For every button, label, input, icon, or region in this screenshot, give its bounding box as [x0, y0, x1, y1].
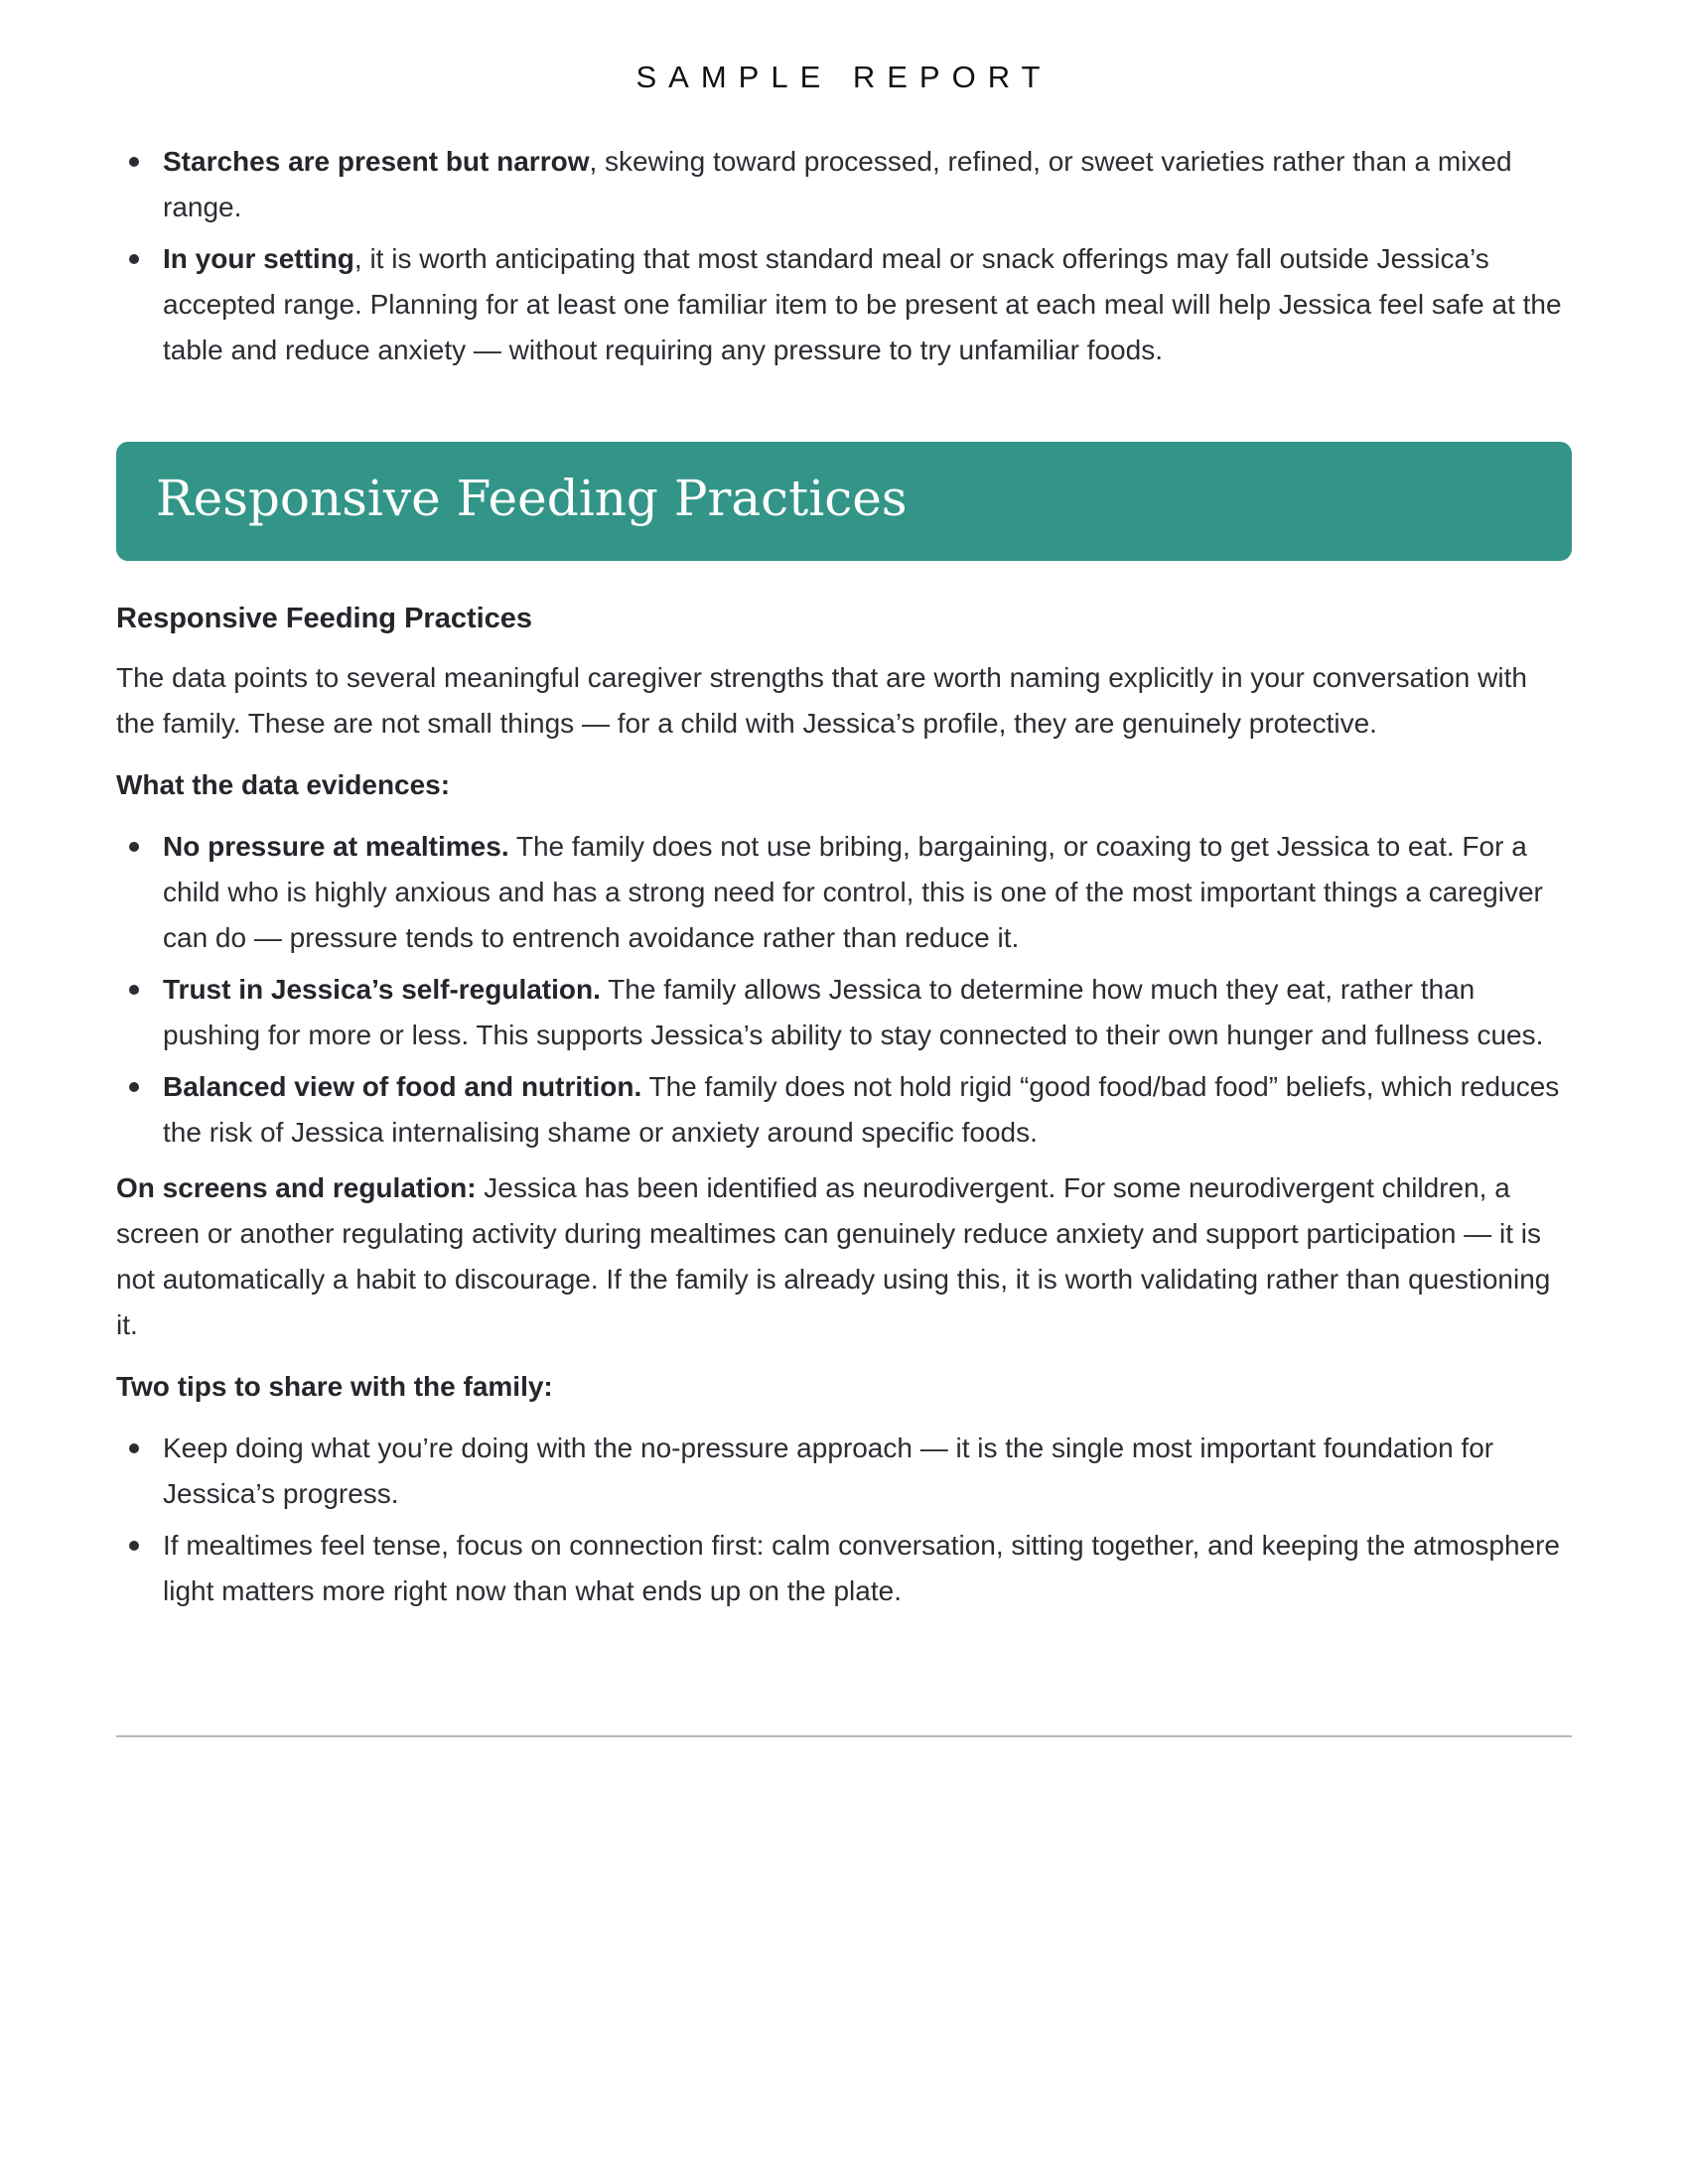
screens-text: Jessica has been identified as neurodivergent. For some neurodivergent children, a screen or another regulating activity during mealtimes can genuinely reduce anxiety and support participation — it is not automatically a habit to discourage. If the family is already using this, it is worth validating rather than questioning it.: [116, 1172, 1551, 1340]
bullet-bold-text: No pressure at mealtimes.: [163, 831, 509, 862]
bullet-bold-text: In your setting: [163, 243, 354, 274]
list-item: [116, 236, 1572, 373]
list-item: [116, 967, 1572, 1058]
intro-paragraph: The data points to several meaningful caregiver strengths that are worth naming explicitly in your conversation with the family. These are not small things — for a child with Jessica’s profile, they are genuinely protective.: [116, 662, 1527, 739]
section-subheading: Responsive Feeding Practices: [116, 603, 533, 634]
bullet-dot: [129, 842, 139, 852]
list-item: [116, 139, 1572, 230]
tips-label: Two tips to share with the family:: [116, 1371, 553, 1402]
screens-bold-lead: On screens and regulation:: [116, 1172, 477, 1203]
bullet-text: The family does not use bribing, bargaining, or coaxing to get Jessica to eat. For a child who is highly anxious and has a strong need for control, this is one of the most important things a caregiver can do — pressure tends to entrench avoidance rather than reduce it.: [163, 831, 1543, 953]
bullet-text: , skewing toward processed, refined, or sweet varieties rather than a mixed range.: [163, 146, 1512, 222]
bullet-bold-text: Starches are present but narrow: [163, 146, 590, 177]
list-item: [116, 1523, 1572, 1614]
starches-bullet-list: [116, 139, 1572, 379]
bullet-dot: [129, 1082, 139, 1092]
bullet-dot: [129, 985, 139, 995]
bullet-dot: [129, 1541, 139, 1551]
evidence-label: What the data evidences:: [116, 769, 451, 800]
responsive-feeding-section: [116, 596, 1572, 1624]
tip-text: If mealtimes feel tense, focus on connection first: calm conversation, sitting together, and keeping the atmosphere light matters more right now than what ends up on the plate.: [163, 1530, 1560, 1606]
evidence-bullet-list: [116, 824, 1572, 1156]
bullet-text: , it is worth anticipating that most standard meal or snack offerings may fall outside Jessica’s accepted range. Planning for at least one familiar item to be present at each meal will help Jessica feel safe at the table and reduce anxiety — without requiring any pressure to try unfamiliar foods.: [163, 243, 1562, 365]
bullet-dot: [129, 254, 139, 264]
bullet-text: The family allows Jessica to determine how much they eat, rather than pushing for more or less. This supports Jessica’s ability to stay connected to their own hunger and fullness cues.: [163, 974, 1544, 1050]
section-banner: [116, 442, 1572, 561]
list-item: [116, 1064, 1572, 1156]
section-divider: [116, 1735, 1572, 1737]
bullet-dot: [129, 157, 139, 167]
bullet-bold-text: Trust in Jessica’s self-regulation.: [163, 974, 601, 1005]
list-item: [116, 824, 1572, 961]
tip-text: Keep doing what you’re doing with the no-pressure approach — it is the single most important foundation for Jessica’s progress.: [163, 1433, 1494, 1509]
report-header: SAMPLE REPORT: [635, 60, 1053, 94]
bullet-text: The family does not hold rigid “good food/bad food” beliefs, which reduces the risk of Jessica internalising shame or anxiety around specific foods.: [163, 1071, 1560, 1148]
bullet-bold-text: Balanced view of food and nutrition.: [163, 1071, 642, 1102]
list-item: [116, 1426, 1572, 1517]
screens-paragraph: [116, 1165, 1572, 1348]
tips-bullet-list: [116, 1426, 1572, 1614]
banner-title: Responsive Feeding Practices: [156, 470, 908, 527]
bullet-dot: [129, 1443, 139, 1453]
